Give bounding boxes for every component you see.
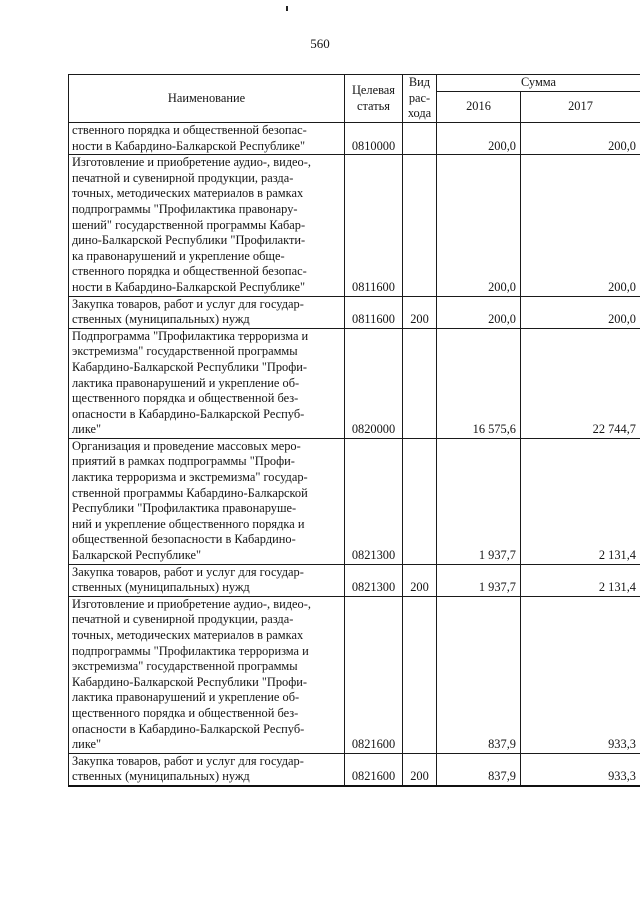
row-name-line: ний и укрепление общественного порядка и <box>72 516 305 531</box>
table-row <box>69 438 640 564</box>
row-name-line: подпрограммы "Профилактика терроризма и <box>72 643 309 658</box>
table-row <box>69 328 640 438</box>
row-code: 0821300 <box>345 438 403 564</box>
row-name-line: ственных (муниципальных) нужд <box>72 769 250 784</box>
row-name <box>69 564 345 596</box>
row-name-line: Республики "Профилактика правонаруше- <box>72 501 297 516</box>
row-name-line: ка правонарушений и укрепление обще- <box>72 248 285 263</box>
row-name-line: ственных (муниципальных) нужд <box>72 312 250 327</box>
row-expense-kind: 200 <box>403 564 437 596</box>
row-name-line: Изготовление и приобретение аудио-, видео-, <box>72 155 311 170</box>
row-expense-kind: 200 <box>403 753 437 786</box>
row-name-line: подпрограммы "Профилактика правонару- <box>72 201 298 216</box>
row-name-line: опасности в Кабардино-Балкарской Респуб- <box>72 721 305 736</box>
row-sum-2016: 200,0 <box>437 296 521 328</box>
row-name-line: лике" <box>72 422 102 437</box>
row-expense-kind <box>403 596 437 753</box>
table-row <box>69 564 640 596</box>
row-name-line: лактика правонарушений и укрепление об- <box>72 690 300 705</box>
row-name-line: щественного порядка и общественной без- <box>72 391 299 406</box>
budget-table <box>68 74 640 787</box>
row-name-line: щественного порядка и общественной без- <box>72 705 299 720</box>
row-name <box>69 123 345 155</box>
row-name-line: печатной и сувенирной продукции, разда- <box>72 612 294 627</box>
row-name-line: ности в Кабардино-Балкарской Республике" <box>72 279 306 294</box>
header-code: Целевая статья <box>345 75 403 123</box>
row-expense-kind: 200 <box>403 296 437 328</box>
row-code: 0810000 <box>345 123 403 155</box>
row-name-line: печатной и сувенирной продукции, разда- <box>72 170 294 185</box>
row-name-line: ственной программы Кабардино-Балкарской <box>72 485 308 500</box>
row-name-line: экстремизма" государственной программы <box>72 344 298 359</box>
row-sum-2017: 933,3 <box>521 753 640 786</box>
row-name-line: приятий в рамках подпрограммы "Профи- <box>72 454 295 469</box>
row-sum-2016: 16 575,6 <box>437 328 521 438</box>
row-name-line: шений" государственной программы Кабар- <box>72 217 306 232</box>
table-body <box>69 123 640 786</box>
row-name-line: опасности в Кабардино-Балкарской Респуб- <box>72 406 305 421</box>
header-year-2017: 2017 <box>521 92 640 123</box>
row-name-line: ности в Кабардино-Балкарской Республике" <box>72 138 306 153</box>
table-row <box>69 123 640 155</box>
row-sum-2017: 2 131,4 <box>521 564 640 596</box>
row-code: 0821600 <box>345 596 403 753</box>
page-number: 560 <box>310 36 330 51</box>
row-sum-2016: 200,0 <box>437 155 521 296</box>
row-name <box>69 596 345 753</box>
row-sum-2017: 2 131,4 <box>521 438 640 564</box>
row-name-line: точных, методических материалов в рамках <box>72 628 304 642</box>
row-code: 0811600 <box>345 155 403 296</box>
row-name <box>69 753 345 786</box>
row-name-line: экстремизма" государственной программы <box>72 659 298 674</box>
row-sum-2016: 200,0 <box>437 123 521 155</box>
table-header <box>69 75 640 123</box>
row-sum-2016: 837,9 <box>437 753 521 786</box>
row-name <box>69 155 345 296</box>
table-row <box>69 296 640 328</box>
row-sum-2017: 22 744,7 <box>521 328 640 438</box>
row-sum-2016: 1 937,7 <box>437 438 521 564</box>
row-name-line: Закупка товаров, работ и услуг для государ- <box>72 753 304 768</box>
row-sum-2016: 1 937,7 <box>437 564 521 596</box>
row-name-line: Закупка товаров, работ и услуг для государ- <box>72 564 304 579</box>
row-name-line: ственного порядка и общественной безопас- <box>72 264 307 279</box>
row-sum-2017: 200,0 <box>521 296 640 328</box>
header-sum: Сумма <box>437 75 640 92</box>
row-name <box>69 438 345 564</box>
row-code: 0820000 <box>345 328 403 438</box>
row-sum-2017: 933,3 <box>521 596 640 753</box>
row-expense-kind <box>403 438 437 564</box>
row-name-line: лактика терроризма и экстремизма" государ- <box>72 470 308 485</box>
row-name-line: дино-Балкарской Республики "Профилакти- <box>72 233 306 248</box>
row-code: 0821600 <box>345 753 403 786</box>
table-row <box>69 155 640 296</box>
row-name <box>69 296 345 328</box>
row-sum-2016: 837,9 <box>437 596 521 753</box>
row-sum-2017: 200,0 <box>521 123 640 155</box>
row-name-line: ственного порядка и общественной безопас- <box>72 123 307 137</box>
table-row <box>69 753 640 786</box>
row-name-line: Кабардино-Балкарской Республики "Профи- <box>72 674 308 689</box>
header-kind: Вид рас-хода <box>403 75 437 123</box>
row-code: 0811600 <box>345 296 403 328</box>
scan-speck <box>286 6 288 11</box>
row-name-line: Балкарской Республике" <box>72 548 202 563</box>
row-expense-kind <box>403 155 437 296</box>
row-name-line: ственных (муниципальных) нужд <box>72 580 250 595</box>
row-name-line: точных, методических материалов в рамках <box>72 186 304 201</box>
row-expense-kind <box>403 328 437 438</box>
row-code: 0821300 <box>345 564 403 596</box>
row-expense-kind <box>403 123 437 155</box>
row-name-line: Закупка товаров, работ и услуг для государ- <box>72 296 304 311</box>
row-sum-2017: 200,0 <box>521 155 640 296</box>
header-name: Наименование <box>69 75 345 123</box>
row-name-line: Организация и проведение массовых меро- <box>72 438 301 453</box>
row-name-line: лактика правонарушений и укрепление об- <box>72 375 300 390</box>
row-name-line: лике" <box>72 737 102 752</box>
row-name-line: Подпрограмма "Профилактика терроризма и <box>72 328 309 343</box>
header-year-2016: 2016 <box>437 92 521 123</box>
row-name-line: Изготовление и приобретение аудио-, видео-, <box>72 596 311 611</box>
row-name <box>69 328 345 438</box>
row-name-line: общественной безопасности в Кабардино- <box>72 532 296 547</box>
table-row <box>69 596 640 753</box>
row-name-line: Кабардино-Балкарской Республики "Профи- <box>72 359 308 374</box>
